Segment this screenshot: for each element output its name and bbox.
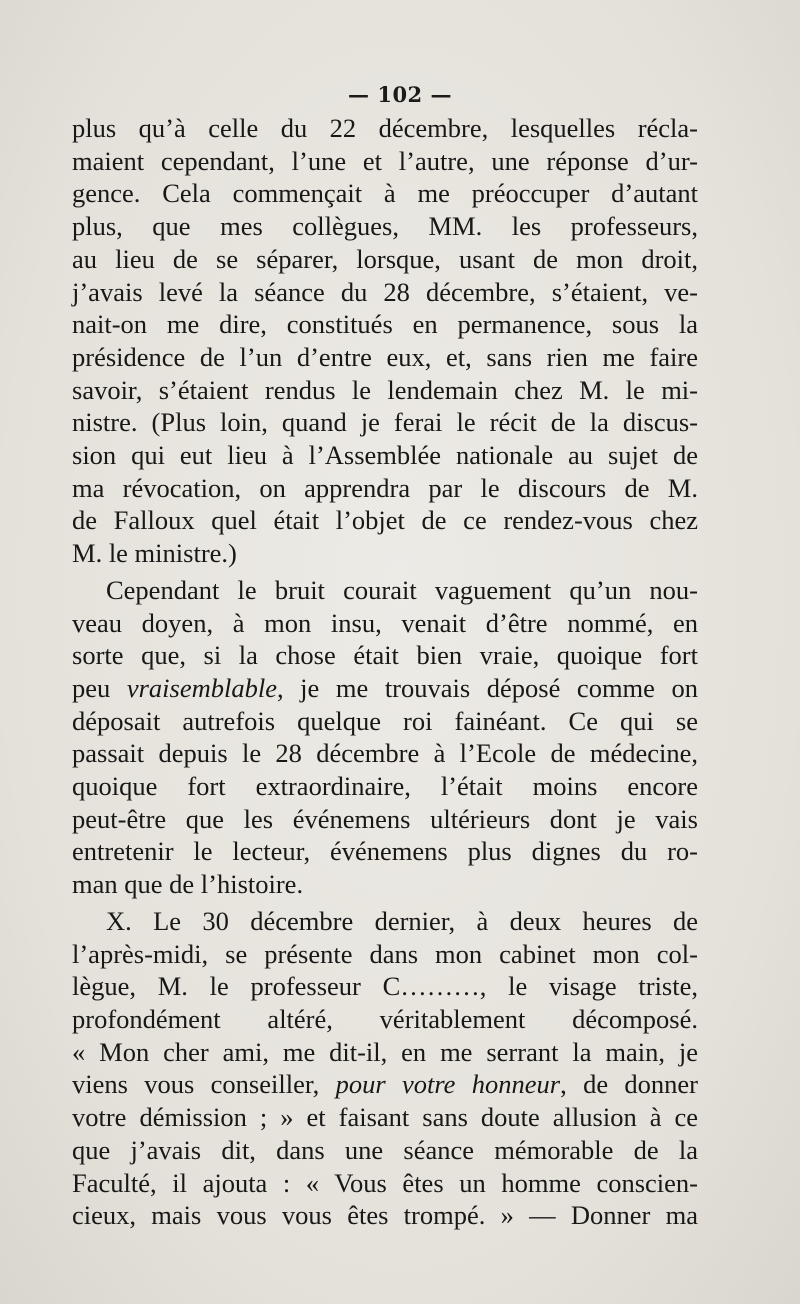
text-run: passait depuis le 28 décembre à l’Ecole de médecine, [72,738,698,769]
text-line [72,537,698,570]
text-line [72,177,698,210]
text-run: peut-être que les événemens ultérieurs dont je vais [72,803,698,834]
text-run: l’après-midi, se présente dans mon cabinet mon col- [72,938,698,969]
text-run: savoir, s’étaient rendus le lendemain chez M. le mi- [72,374,698,405]
text-run: M. le ministre.) [72,538,237,569]
text-line [72,439,698,472]
text-line [72,145,698,178]
text-line [72,472,698,505]
body-text [72,112,698,1232]
text-run: présidence de l’un d’entre eux, et, sans rien me faire [72,341,698,372]
text-line [72,1134,698,1167]
text-line [72,607,698,640]
text-line [72,341,698,374]
text-run: lègue, M. le professeur C………, le visage triste, [72,971,698,1002]
paragraph [72,905,698,1232]
text-run: de Falloux quel était l’objet de ce rendez-vous chez [72,505,698,536]
text-line [72,504,698,537]
text-run: cieux, mais vous vous êtes trompé. » — Donner ma [72,1200,698,1231]
text-line [72,1036,698,1069]
text-run: entretenir le lecteur, événemens plus dignes du ro- [72,836,698,867]
text-line [72,112,698,145]
page-number: — 102 — [348,82,452,107]
text-line [72,938,698,971]
text-run: au lieu de se séparer, lorsque, usant de mon droit, [72,243,698,274]
text-run: j’avais levé la séance du 28 décembre, s’étaient, ve- [72,276,698,307]
text-line [72,970,698,1003]
italic-text: pour votre honneur [335,1069,561,1100]
text-run: Faculté, il ajouta : « Vous êtes un homme conscien- [72,1167,698,1198]
text-line [72,868,698,901]
text-line [72,1167,698,1200]
text-line [72,705,698,738]
text-run: que j’avais dit, dans une séance mémorable de la [72,1134,698,1165]
text-run: sorte que, si la chose était bien vraie, quoique fort [72,640,698,671]
text-line [72,1003,698,1036]
text-line [72,1068,698,1101]
text-line [72,835,698,868]
text-run: déposait autrefois quelque roi fainéant. Ce qui se [72,705,698,736]
text-line [72,905,698,938]
text-run: veau doyen, à mon insu, venait d’être nommé, en [72,607,698,638]
text-line [72,1101,698,1134]
text-run: profondément altéré, véritablement décomposé. [72,1003,698,1034]
text-line [72,737,698,770]
text-line [72,1199,698,1232]
text-run: plus, que mes collègues, MM. les professeurs, [72,211,698,242]
italic-text: vraisemblable [126,672,277,703]
text-line [72,803,698,836]
text-run: sion qui eut lieu à l’Assemblée nationale au sujet de [72,440,698,471]
text-run: viens vous conseiller, [72,1069,336,1100]
paragraph [72,112,698,570]
text-line [72,639,698,672]
text-line [72,406,698,439]
text-run: gence. Cela commençait à me préoccuper d’autant [72,178,698,209]
text-run: plus qu’à celle du 22 décembre, lesquelles récla- [72,113,698,143]
text-run: « Mon cher ami, me dit-il, en me serrant la main, je [72,1036,698,1067]
text-run: ma révocation, on apprendra par le discours de M. [72,472,698,503]
text-run: X. Le 30 décembre dernier, à deux heures de [106,905,698,936]
text-line [72,210,698,243]
text-run: peu [72,672,127,703]
text-line [72,374,698,407]
paragraph [72,574,698,901]
text-line [72,770,698,803]
text-run: , de donner [560,1069,698,1100]
text-run: man que de l’histoire. [72,869,304,900]
text-run: Cependant le bruit courait vaguement qu’un nou- [106,574,698,605]
text-line [72,243,698,276]
text-run: nait-on me dire, constitués en permanence, sous la [72,309,698,340]
text-run: quoique fort extraordinaire, l’était moins encore [72,771,698,802]
text-line [72,672,698,705]
text-run: maient cependant, l’une et l’autre, une réponse d’ur- [72,145,698,176]
text-run: nistre. (Plus loin, quand je ferai le récit de la discus- [72,407,698,438]
text-run: , je me trouvais déposé comme on [276,672,698,703]
text-line [72,574,698,607]
text-line [72,276,698,309]
text-line [72,308,698,341]
text-run: votre démission ; » et faisant sans doute allusion à ce [72,1102,698,1133]
